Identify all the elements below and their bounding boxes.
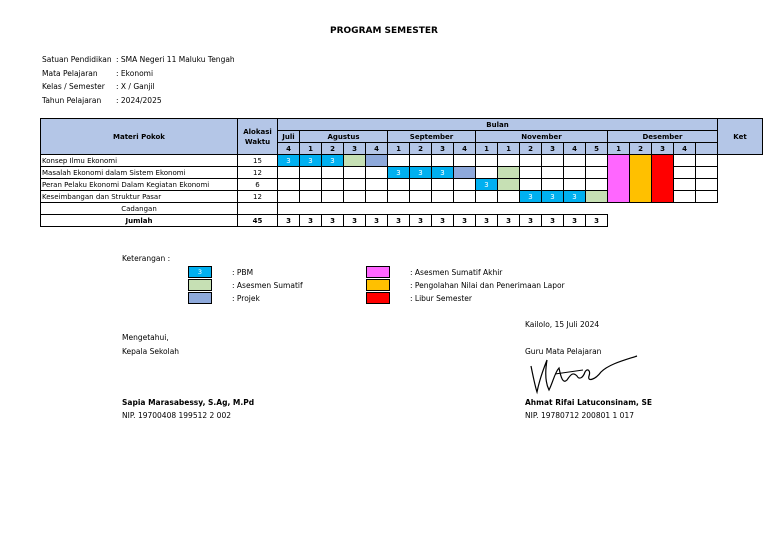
legend-label: : Projek (232, 293, 260, 303)
legend-swatch (366, 292, 390, 304)
table-row (41, 203, 763, 215)
legend-item-sumatif (188, 279, 303, 291)
jumlah-label: Jumlah (41, 215, 238, 227)
kepala-sekolah-label: Kepala Sekolah (122, 347, 180, 356)
jumlah-week: 3 (366, 215, 388, 227)
jumlah-week: 3 (344, 215, 366, 227)
pbm-cell: 3 (432, 167, 454, 179)
legend-label: : Pengolahan Nilai dan Penerimaan Lapor (410, 280, 565, 290)
pbm-cell: 3 (476, 179, 498, 191)
legend-label: : Asesmen Sumatif Akhir (410, 267, 503, 277)
legend-item-projek (188, 292, 260, 304)
week-header: 4 (564, 143, 586, 155)
guru-label: Guru Mata Pelajaran (525, 347, 602, 356)
ket-cell (696, 167, 718, 179)
sumatif-cell (498, 179, 520, 191)
signature-image (525, 352, 640, 398)
topic-cell: Masalah Ekonomi dalam Sistem Ekonomi (41, 167, 238, 179)
pbm-cell: 3 (300, 155, 322, 167)
ket-cell (696, 155, 718, 167)
jumlah-week: 3 (542, 215, 564, 227)
pbm-cell: 3 (388, 167, 410, 179)
legend-label: : Asesmen Sumatif (232, 280, 303, 290)
month-header: Desember (608, 131, 718, 143)
jp-cell: 12 (238, 191, 278, 203)
week-header (696, 143, 718, 155)
week-header: 2 (410, 143, 432, 155)
info-value: : 2024/2025 (116, 95, 162, 105)
week-header: 4 (278, 143, 300, 155)
week-header: 4 (454, 143, 476, 155)
jumlah-week: 3 (454, 215, 476, 227)
week-header: 1 (498, 143, 520, 155)
jumlah-week: 3 (586, 215, 608, 227)
topic-cell: Konsep Ilmu Ekonomi (41, 155, 238, 167)
jumlah-row (41, 215, 763, 227)
legend-title: Keterangan : (122, 254, 171, 263)
document-info (42, 53, 235, 107)
libur-semester-cell (652, 155, 674, 203)
kepala-sekolah-name: Sapia Marasabessy, S.Ag, M.Pd (122, 398, 255, 407)
legend-label: : Libur Semester (410, 293, 472, 303)
alokasi-waktu-header: Alokasi Waktu (238, 119, 278, 155)
jumlah-week: 3 (278, 215, 300, 227)
pbm-cell: 3 (520, 191, 542, 203)
jp-cell: 6 (238, 179, 278, 191)
jumlah-week: 3 (388, 215, 410, 227)
jumlah-week: 3 (322, 215, 344, 227)
mengetahui-label: Mengetahui, (122, 333, 169, 342)
guru-name: Ahmat Rifai Latuconsinam, SE (525, 398, 653, 407)
jumlah-week: 3 (476, 215, 498, 227)
ket-cell (696, 179, 718, 191)
info-label: Satuan Pendidikan (42, 55, 112, 64)
jumlah-week: 3 (498, 215, 520, 227)
info-label: Mata Pelajaran (42, 68, 98, 78)
week-header: 1 (608, 143, 630, 155)
week-header: 2 (630, 143, 652, 155)
place-date: Kailolo, 15 Juli 2024 (525, 320, 600, 329)
table-row (41, 155, 763, 167)
legend-item-asesmen-akhir (366, 266, 502, 278)
ket-header: Ket (718, 119, 763, 155)
materi-pokok-header: Materi Pokok (41, 119, 238, 155)
jp-cell: 12 (238, 167, 278, 179)
asesmen-sumatif-akhir-cell (608, 155, 630, 203)
legend-item-libur (366, 292, 472, 304)
week-header: 3 (344, 143, 366, 155)
legend-item-pengolahan (366, 279, 565, 291)
projek-cell (366, 155, 388, 167)
info-value: : SMA Negeri 11 Maluku Tengah (116, 55, 235, 64)
week-header: 4 (366, 143, 388, 155)
week-header: 1 (476, 143, 498, 155)
jumlah-week: 3 (564, 215, 586, 227)
pbm-cell: 3 (564, 191, 586, 203)
kepala-sekolah-nip: NIP. 19700408 199512 2 002 (122, 411, 231, 420)
legend-item-pbm (188, 266, 253, 278)
week-header: 1 (388, 143, 410, 155)
ket-cell (696, 191, 718, 203)
week-header: 5 (586, 143, 608, 155)
jumlah-week: 3 (432, 215, 454, 227)
pengolahan-nilai-cell (630, 155, 652, 203)
page-title: PROGRAM SEMESTER (330, 26, 438, 36)
pbm-cell: 3 (542, 191, 564, 203)
info-label: Kelas / Semester (42, 82, 105, 91)
topic-cell: Keseimbangan dan Struktur Pasar (41, 191, 238, 203)
week-header: 3 (432, 143, 454, 155)
week-header: 2 (322, 143, 344, 155)
pbm-cell: 3 (278, 155, 300, 167)
legend-swatch (366, 279, 390, 291)
pbm-cell: 3 (410, 167, 432, 179)
jumlah-week: 3 (520, 215, 542, 227)
jp-cell: 15 (238, 155, 278, 167)
topic-cell: Peran Pelaku Ekonomi Dalam Kegiatan Ekonomi (41, 179, 238, 191)
month-header: November (476, 131, 608, 143)
month-header: Agustus (300, 131, 388, 143)
bulan-header: Bulan (278, 119, 718, 131)
pbm-cell: 3 (322, 155, 344, 167)
legend-swatch (188, 279, 212, 291)
legend-swatch: 3 (188, 266, 212, 278)
week-header: 3 (652, 143, 674, 155)
legend-swatch (366, 266, 390, 278)
week-header: 2 (520, 143, 542, 155)
guru-nip: NIP. 19780712 200801 1 017 (525, 411, 634, 420)
info-value: : Ekonomi (116, 68, 154, 78)
info-label: Tahun Pelajaran (42, 95, 102, 105)
month-header: September (388, 131, 476, 143)
jumlah-total: 45 (238, 215, 278, 227)
week-header: 3 (542, 143, 564, 155)
week-header: 1 (300, 143, 322, 155)
sumatif-cell (586, 191, 608, 203)
sumatif-cell (498, 167, 520, 179)
cadangan-label: Cadangan (41, 203, 238, 215)
sumatif-cell (344, 155, 366, 167)
legend-swatch (188, 292, 212, 304)
jumlah-week: 3 (300, 215, 322, 227)
info-value: : X / Ganjil (116, 82, 155, 91)
month-header: Juli (278, 131, 300, 143)
jumlah-week: 3 (410, 215, 432, 227)
program-semester-table (40, 118, 763, 227)
week-header: 4 (674, 143, 696, 155)
legend-label: : PBM (232, 267, 254, 277)
projek-cell (454, 167, 476, 179)
